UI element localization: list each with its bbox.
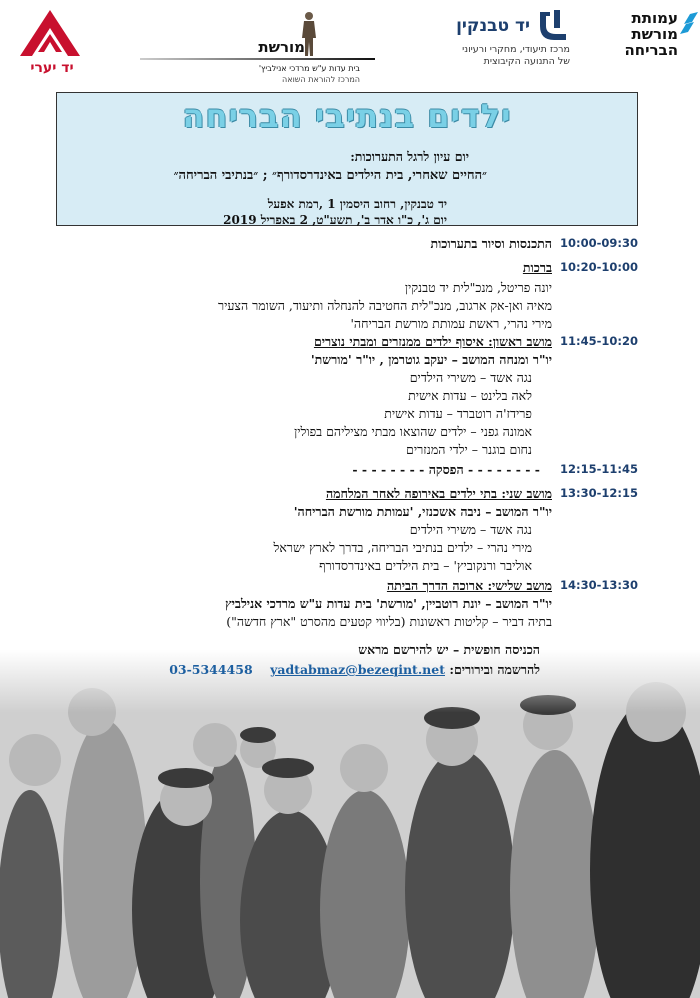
break-dashes-left: - - - - - - - - bbox=[352, 462, 425, 477]
yad-tabenkin-symbol-icon bbox=[536, 8, 570, 44]
amutot-moreshet-habricha-logo bbox=[598, 10, 678, 58]
time-slot-2: 10:20-10:00 bbox=[560, 260, 638, 274]
yad-tabenkin-sub-2: של התנועה הקיבוצית bbox=[483, 56, 570, 67]
session-5-speaker-2: מירי נהרי – ילדים בנתיבי הבריחה, בדרך לארץ ישראל bbox=[273, 540, 532, 555]
logo-bar bbox=[0, 0, 700, 90]
registration-label: להרשמה ובירורים: bbox=[449, 662, 540, 677]
registration-phone[interactable]: 03-5344458 bbox=[169, 662, 253, 677]
break-label: הפסקה bbox=[428, 462, 464, 477]
session-2-title: ברכות bbox=[522, 260, 552, 275]
yad-yaari-logo bbox=[18, 8, 83, 83]
yad-tabenkin-name: יד טבנקין bbox=[456, 16, 530, 36]
session-3-speaker-1: נגה אשד – משירי הילדים bbox=[409, 370, 532, 385]
session-3-speaker-3: פרידז'ה רוטברד – עדות אישית bbox=[384, 406, 532, 421]
session-6-speaker-1: בתיה דביר – קליטות ראשונות (בליווי קטעים מהסרט "ארץ חדשה") bbox=[226, 614, 552, 629]
free-entry-note: הכניסה חופשית – יש להירשם מראש bbox=[358, 642, 540, 657]
session-3-title: מושב ראשון: איסוף ילדים ממנזרים ומבתי נוצרים bbox=[313, 334, 552, 349]
session-3-speaker-5: נחום בוגנר – ילדי המנזרים bbox=[406, 442, 532, 457]
session-5-chair: יו"ר המושב – ניבה אשכנזי, 'עמותת מורשת הבריחה' bbox=[293, 504, 552, 519]
time-slot-5: 13:30-12:15 bbox=[560, 486, 638, 500]
yad-yaari-triangle-icon bbox=[18, 8, 83, 60]
session-3-chair: יו"ר ומנחה המושב – יעקב גוטרמן , יו"ר 'מורשת' bbox=[310, 352, 552, 367]
session-5-title: מושב שני: בתי ילדים באירופה לאחר המלחמה bbox=[325, 486, 552, 501]
session-5-speaker-1: נגה אשד – משירי הילדים bbox=[409, 522, 532, 537]
wave-marks-icon bbox=[672, 12, 700, 42]
amutot-line-2: מורשת bbox=[631, 25, 678, 43]
greeting-speaker-2: מאיה ואן-אק ארגוב, מנכ"לית החטיבה להנחלה ותיעוד, השומר הצעיר bbox=[217, 298, 552, 313]
yad-tabenkin-sub-1: מרכז תיעודי, מחקרי ורעיוני bbox=[462, 44, 570, 55]
break-row bbox=[352, 462, 540, 478]
greeting-speaker-1: יונה פריטל, מנכ"לית יד טבנקין bbox=[404, 280, 552, 295]
children-group-photo bbox=[0, 650, 700, 998]
yad-yaari-name: יד יערי bbox=[30, 60, 74, 76]
moreshet-logo bbox=[140, 10, 410, 84]
moreshet-divider bbox=[140, 58, 375, 60]
time-slot-6: 14:30-13:30 bbox=[560, 578, 638, 592]
amutot-line-3: הבריחה bbox=[624, 41, 678, 59]
greeting-speaker-3: מירי נהרי, ראשת עמותת מורשת הבריחה' bbox=[350, 316, 552, 331]
moreshet-sub-1: בית עדות ע"ש מרדכי אנילביץ' bbox=[258, 64, 360, 73]
event-location: יד טבנקין, רחוב היסמין 1 ,רמת אפעל bbox=[267, 197, 447, 211]
session-3-speaker-4: אמונה גפני – ילדים שהוצאו מבתי מציליהם בפולין bbox=[294, 424, 532, 439]
session-3-speaker-2: לאה בלינט – עדות אישית bbox=[408, 388, 532, 403]
time-slot-3: 11:45-10:20 bbox=[560, 334, 638, 348]
session-5-speaker-3: אוליבר ורנקוביץ' – בית הילדים באינדרסדורף bbox=[319, 558, 532, 573]
moreshet-name: מורשת bbox=[258, 38, 305, 56]
moreshet-sub-2: המרכז להוראת השואה bbox=[282, 75, 360, 84]
event-date: יום ג', כ"ו אדר ב', תשע"ט, 2 באפריל 2019 bbox=[223, 213, 447, 227]
break-dashes-right: - - - - - - - - bbox=[468, 462, 540, 477]
event-title: ילדים בנתיבי הבריחה bbox=[182, 97, 512, 135]
event-header-box bbox=[56, 92, 638, 226]
session-1-title: התכנסות וסיור בתערוכות bbox=[430, 236, 552, 251]
event-subtitle: יום עיון לרגל התערוכות: bbox=[350, 149, 469, 164]
yad-tabenkin-logo bbox=[410, 8, 570, 68]
registration-line bbox=[169, 662, 540, 678]
registration-email-link[interactable]: yadtabmaz@bezeqint.net bbox=[270, 662, 445, 677]
time-slot-1: 10:00-09:30 bbox=[560, 236, 638, 250]
exhibitions-names: ״החיים שאחרי, בית הילדים באינדרסדורף״ ; ״בנתיבי הבריחה״ bbox=[173, 168, 487, 183]
amutot-line-1: עמותת bbox=[631, 9, 678, 27]
session-6-chair: יו"ר המושב – יונת רוטביין, 'מורשת' בית עדות ע"ש מרדכי אנילביץ bbox=[225, 596, 552, 611]
session-6-title: מושב שלישי: ארוכה הדרך הביתה bbox=[386, 578, 552, 593]
time-slot-4: 12:15-11:45 bbox=[560, 462, 638, 476]
